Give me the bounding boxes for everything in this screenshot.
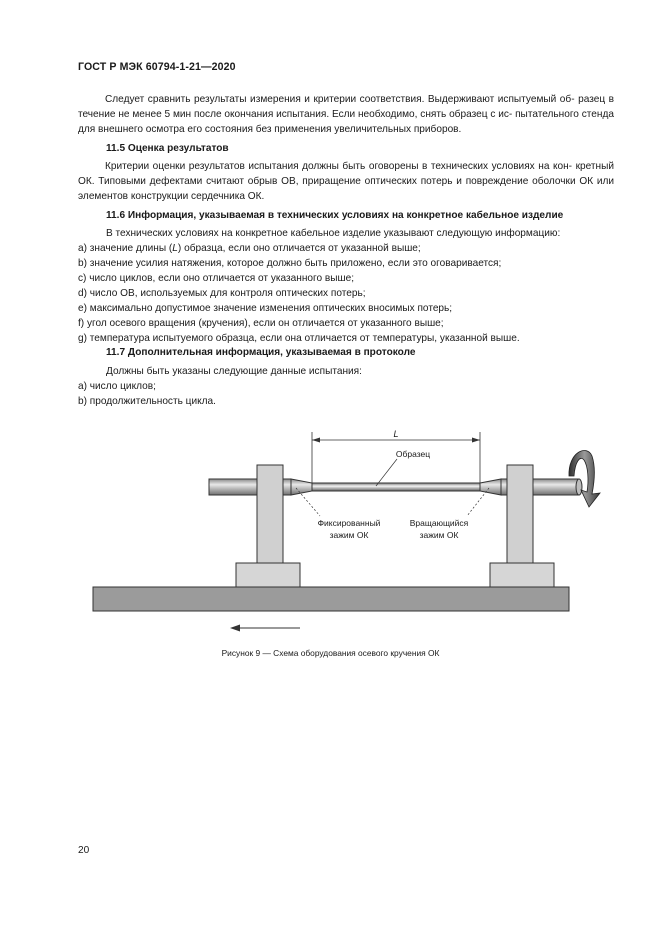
section-11-7-item-b: b) продолжительность цикла.: [78, 396, 216, 407]
section-11-6-item-b: b) значение усилия натяжения, которое должно быть приложено, если это оговаривается;: [78, 258, 502, 269]
dimension-arrow-left: [312, 438, 320, 443]
section-11-5-line-1: Критерии оценки результатов испытания должны быть оговорены в технических условиях на кон-: [105, 161, 573, 172]
rotating-clamp: [480, 479, 501, 495]
sample-leader: [376, 459, 397, 486]
right-shaft-stub: [501, 479, 507, 495]
sample-label: Образец: [395, 449, 431, 459]
section-11-6-item-a: a) значение длины (L) образца, если оно отличается от указанной выше;: [78, 243, 421, 254]
fixed-clamp-label-1: Фиксированный: [317, 518, 381, 528]
section-11-6-intro: В технических условиях на конкретное кабельное изделие указывают следующую информацию:: [106, 228, 561, 239]
dimension-arrow-right: [472, 438, 480, 443]
document-header: ГОСТ Р МЭК 60794-1-21—2020: [78, 61, 236, 73]
length-label: L: [393, 429, 399, 439]
section-11-6-item-f: f) угол осевого вращения (кручения), если он отличается от указанного выше;: [78, 318, 444, 329]
section-11-5-line-3: оболочки ОК или элементов конструкции сердечника ОК.: [78, 176, 615, 202]
rotating-clamp-label-1: Вращающийся: [409, 518, 469, 528]
left-shaft-stub: [283, 479, 291, 495]
sample-cable: [312, 483, 480, 491]
shaft-end: [576, 479, 582, 495]
section-11-7-item-a: a) число циклов;: [78, 381, 156, 392]
left-column: [257, 465, 283, 563]
section-11-6-item-d: d) число ОВ, используемых для контроля оптических потерь;: [78, 288, 366, 299]
section-11-6-heading: 11.6 Информация, указываемая в технических условиях на конкретное кабельное изделие: [106, 210, 564, 221]
right-rotating-shaft: [533, 479, 579, 495]
section-11-6-item-c: c) число циклов, если оно отличается от указанного выше;: [78, 273, 355, 284]
section-11-7-heading: 11.7 Дополнительная информация, указываемая в протоколе: [106, 347, 416, 358]
fixed-clamp: [291, 479, 312, 495]
rotating-clamp-leader: [467, 488, 489, 516]
figure-caption: Рисунок 9 — Схема оборудования осевого кручения ОК: [221, 648, 440, 658]
intro-line-2: разец в течение не менее 5 мин после окончания испытания. Если необходимо, снять образец с ис-: [78, 94, 614, 120]
intro-line-1: Следует сравнить результаты измерения и критерии соответствия. Выдерживают испытуемый об-: [105, 94, 575, 105]
section-11-7-intro: Должны быть указаны следующие данные испытания:: [106, 366, 362, 377]
fixed-clamp-label-2: зажим ОК: [329, 530, 369, 540]
right-column: [507, 465, 533, 563]
section-11-5-line-2: кретный ОК. Типовыми дефектами считают обрыв ОВ, приращение оптических потерь и повреждение: [78, 161, 615, 187]
movement-arrow-head: [230, 625, 240, 632]
section-11-5-heading: 11.5 Оценка результатов: [106, 143, 229, 154]
rotating-clamp-label-2: зажим ОК: [419, 530, 459, 540]
left-fixed-shaft: [209, 479, 257, 495]
left-foot: [236, 563, 300, 587]
section-11-6-item-e: e) максимально допустимое значение изменения оптических вносимых потерь;: [78, 303, 453, 314]
page-number: 20: [78, 845, 90, 856]
right-foot: [490, 563, 554, 587]
section-11-6-item-g: g) температура испытуемого образца, если она отличается от температуры, указанной выше.: [78, 333, 520, 344]
intro-line-3: пытательного стенда для внешнего осмотра его состояния без применения увеличительных приборов.: [78, 109, 614, 135]
base-plate: [93, 587, 569, 611]
